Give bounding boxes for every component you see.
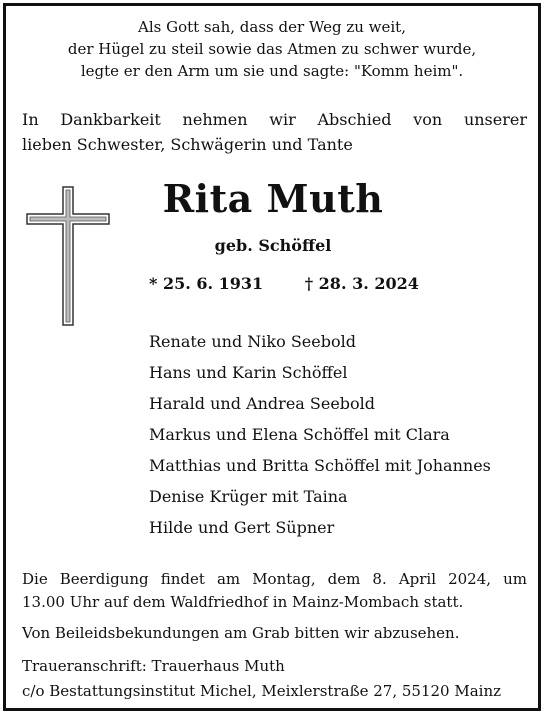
mourner-item: Renate und Niko Seebold [149,332,356,351]
mourner-item: Hilde und Gert Süpner [149,518,335,537]
poem [0,16,544,82]
poem-line-1: Als Gott sah, dass der Weg zu weit, [138,18,406,36]
address-line-1: Traueranschrift: Trauerhaus Muth [22,657,285,675]
mourner-item: Denise Krüger mit Taina [149,487,348,506]
poem-line-2: der Hügel zu steil sowie das Atmen zu schwer wurde, [67,40,477,58]
poem-line-3: legte er den Arm um sie und sagte: "Komm heim". [80,62,464,80]
birth-date: * 25. 6. 1931 [149,274,264,293]
cross-icon [26,186,110,326]
mourner-item: Hans und Karin Schöffel [149,363,348,382]
funeral-info [22,568,527,614]
funeral-line-2: 13.00 Uhr auf dem Waldfriedhof in Mainz-Mombach statt. [22,593,464,611]
deceased-name: Rita Muth [162,176,384,221]
mourning-address [22,654,501,704]
mourner-item: Matthias und Britta Schöffel mit Johannes [149,456,491,475]
condolence-note: Von Beileidsbekundungen am Grab bitten wir abzusehen. [22,624,460,642]
intro-text [22,107,527,157]
intro-line-1: In Dankbarkeit nehmen wir Abschied von unserer [22,110,527,129]
life-dates [149,274,419,293]
address-line-2: c/o Bestattungsinstitut Michel, Meixlerstraße 27, 55120 Mainz [22,682,502,700]
birth-name: geb. Schöffel [214,236,332,255]
mourners-list [149,326,491,543]
intro-line-2: lieben Schwester, Schwägerin und Tante [22,135,353,154]
mourner-item: Markus und Elena Schöffel mit Clara [149,425,450,444]
mourner-item: Harald und Andrea Seebold [149,394,376,413]
funeral-line-1: Die Beerdigung findet am Montag, dem 8. April 2024, um [22,570,527,588]
death-date: † 28. 3. 2024 [304,274,419,293]
